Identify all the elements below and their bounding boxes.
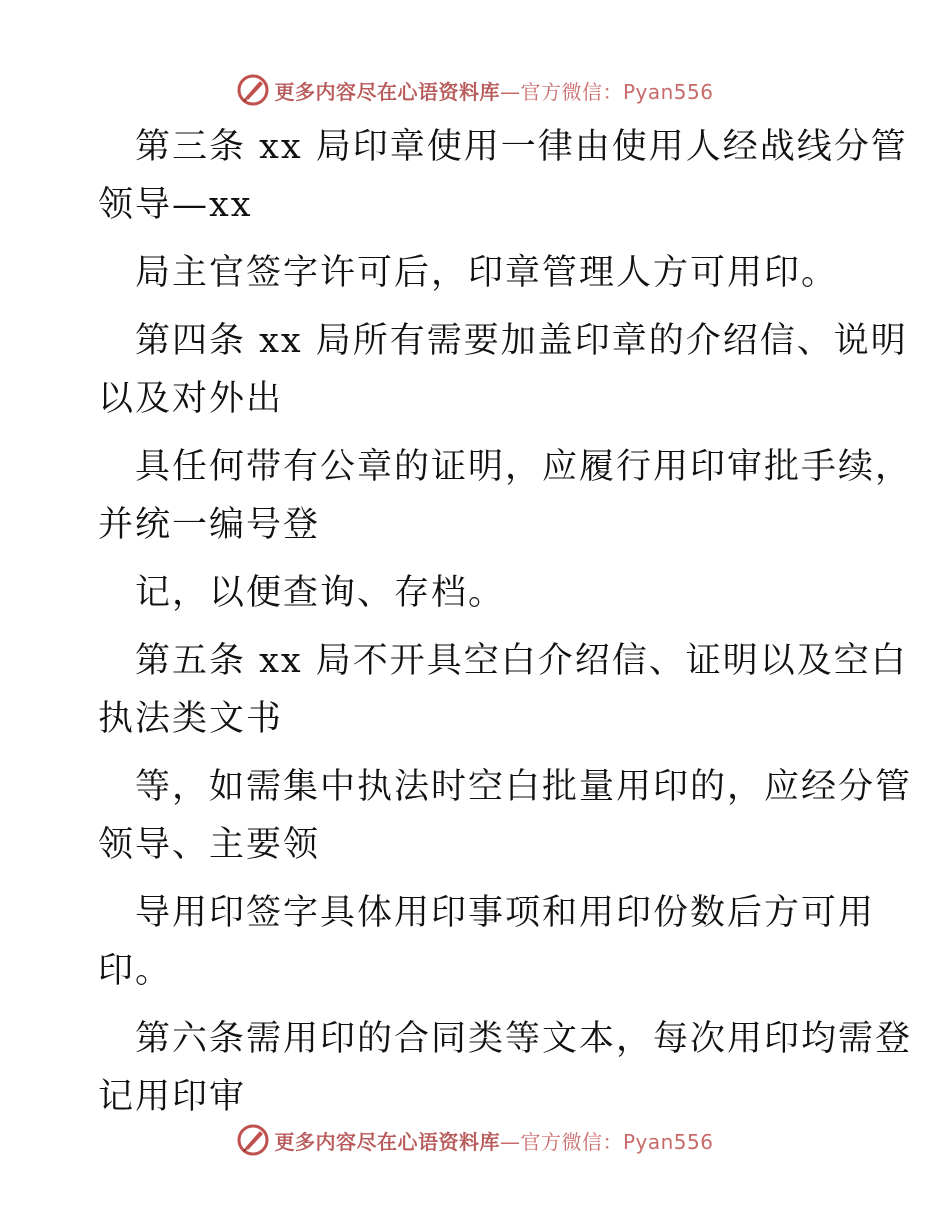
watermark-text — [274, 76, 713, 105]
header-watermark — [0, 70, 950, 110]
text-line: 记，以便查询、存档。 — [135, 573, 506, 613]
text-line: 以及对外出 — [98, 379, 284, 419]
watermark-contact: —官方微信：Pyan556 — [499, 79, 714, 104]
text-line: 第三条 xx 局印章使用一律由使用人经战线分管 — [135, 127, 908, 167]
text-line: 局主官签字许可后，印章管理人方可用印。 — [135, 253, 839, 293]
watermark-brand: 更多内容尽在心语资料库 — [274, 1129, 500, 1154]
text-line: 第五条 xx 局不开具空白介绍信、证明以及空白 — [135, 641, 908, 681]
text-line: 领导—xx — [98, 185, 253, 225]
quill-pen-logo-icon — [236, 73, 270, 107]
watermark-brand: 更多内容尽在心语资料库 — [274, 79, 500, 104]
quill-pen-logo-icon — [236, 1123, 270, 1157]
text-line: 记用印审 — [98, 1077, 247, 1117]
text-line: 执法类文书 — [98, 699, 284, 739]
text-line: 第四条 xx 局所有需要加盖印章的介绍信、说明 — [135, 321, 908, 361]
text-line: 印。 — [98, 951, 173, 991]
watermark-text — [274, 1126, 713, 1155]
text-line: 等，如需集中执法时空白批量用印的，应经分管 — [135, 767, 913, 807]
text-line: 并统一编号登 — [98, 505, 321, 545]
text-line: 具任何带有公章的证明，应履行用印审批手续， — [135, 447, 913, 487]
text-line: 第六条需用印的合同类等文本，每次用印均需登 — [135, 1019, 913, 1059]
text-line: 导用印签字具体用印事项和用印份数后方可用 — [135, 893, 876, 933]
text-line: 领导、主要领 — [98, 825, 321, 865]
document-body — [98, 118, 913, 1126]
footer-watermark — [0, 1120, 950, 1160]
watermark-contact: —官方微信：Pyan556 — [499, 1129, 714, 1154]
